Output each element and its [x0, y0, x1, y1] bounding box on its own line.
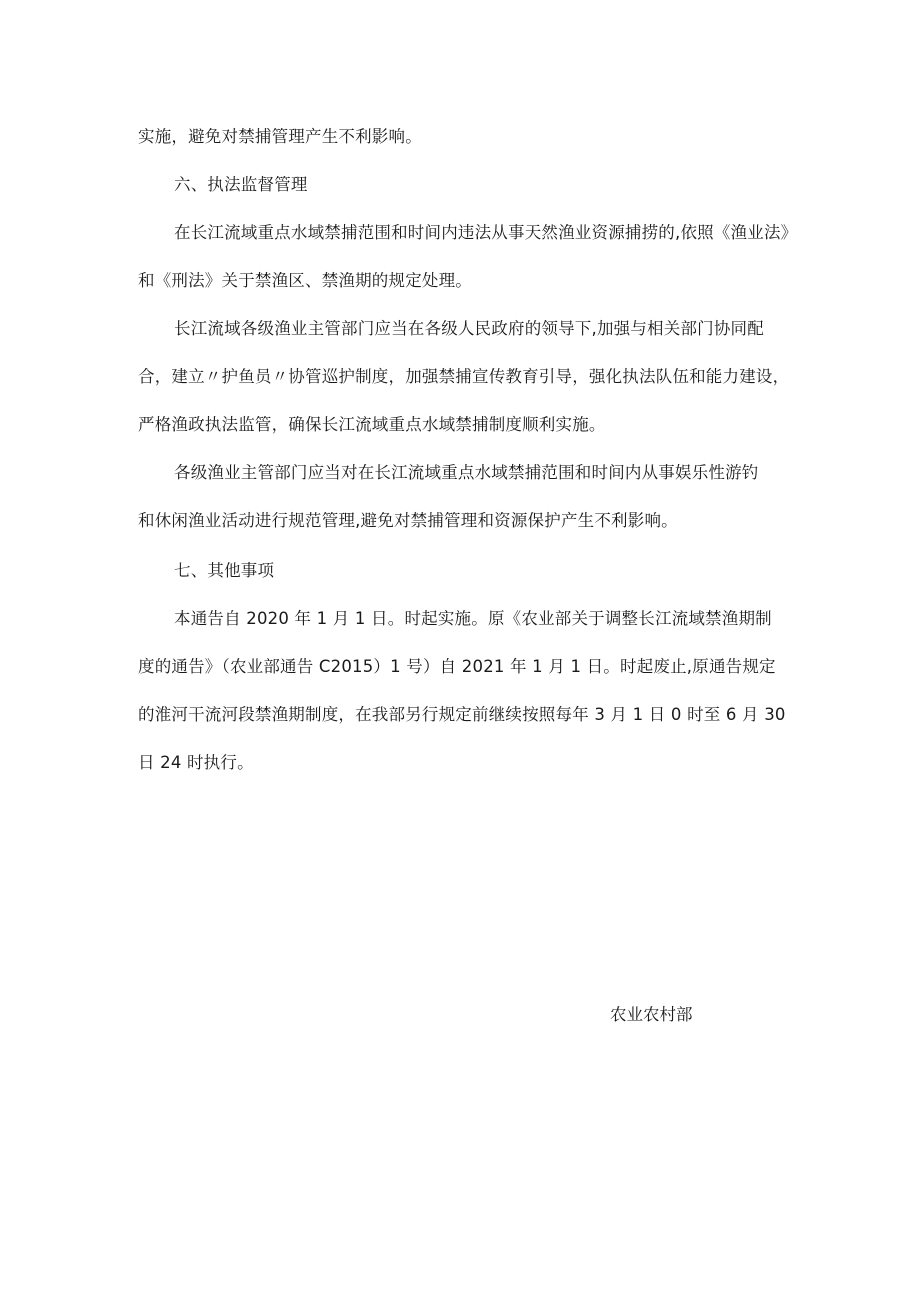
paragraph-line-12: 度的通告》（农业部通告 C2015）1 号）自 2021 年 1 月 1 日。时起废止,原通告规定: [138, 657, 776, 676]
paragraph-line-1: 实施，避免对禁捕管理产生不利影响。: [138, 127, 422, 146]
paragraph-line-5: 长江流域各级渔业主管部门应当在各级人民政府的领导下,加强与相关部门协同配: [174, 319, 764, 338]
paragraph-line-14: 日 24 时执行。: [138, 753, 254, 772]
paragraph-line-9: 和休闲渔业活动进行规范管理,避免对禁捕管理和资源保护产生不利影响。: [138, 511, 678, 530]
paragraph-line-6: 合，建立〃护鱼员〃协管巡护制度，加强禁捕宣传教育引导，强化执法队伍和能力建设，: [138, 367, 790, 386]
paragraph-line-8: 各级渔业主管部门应当对在长江流域重点水域禁捕范围和时间内从事娱乐性游钓: [174, 463, 759, 482]
paragraph-line-3: 在长江流域重点水域禁捕范围和时间内违法从事天然渔业资源捕捞的,依照《渔业法》: [174, 223, 798, 242]
signature-issuer: 农业农村部: [610, 1005, 693, 1024]
section-heading-six: 六、执法监督管理: [174, 175, 308, 194]
section-heading-seven: 七、其他事项: [174, 561, 275, 580]
paragraph-line-13: 的淮河干流河段禁渔期制度，在我部另行规定前继续按照每年 3 月 1 日 0 时至 6 月 30: [138, 705, 786, 724]
paragraph-line-4: 和《刑法》关于禁渔区、禁渔期的规定处理。: [138, 271, 472, 290]
paragraph-line-11: 本通告自 2020 年 1 月 1 日。时起实施。原《农业部关于调整长江流域禁渔期制: [174, 609, 772, 628]
paragraph-line-7: 严格渔政执法监管，确保长江流域重点水域禁捕制度顺利实施。: [138, 415, 606, 434]
